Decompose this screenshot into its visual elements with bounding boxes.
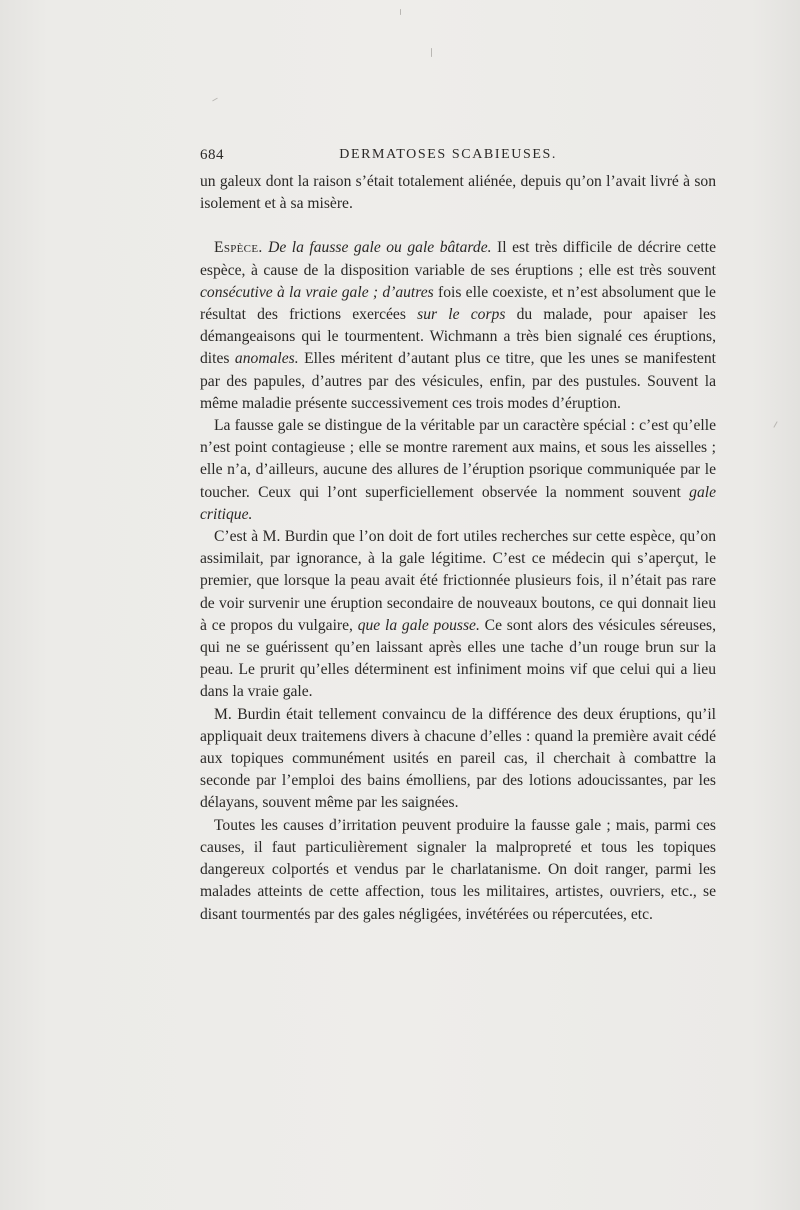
page-number: 684: [200, 147, 224, 163]
text-run: Il est très difficile de décrire cette espèce, à cause de la disposition variable de ses éruptions ; elle est très souvent: [200, 239, 716, 279]
emphasis-run: sur le corps: [417, 306, 506, 324]
paragraph-continuation: un galeux dont la raison s’était totalement aliénée, depuis qu’on l’avait livré à son isolement et à sa misère.: [200, 173, 716, 213]
running-head: [200, 147, 557, 169]
emphasis-run: gale critique.: [200, 483, 716, 523]
paragraph-causes: Toutes les causes d’irritation peuvent produire la fausse gale ; mais, parmi ces causes, il faut particulièrement signaler la malpropreté et tous les topiques dangereux colportés et vendus par le charlatanisme. On doit ranger, parmi les malades atteints de cette affection, tous les militaires, artistes, ouvriers, etc., se disant tourmentés par des gales négligées, invétérées ou répercutées, etc.: [200, 816, 716, 923]
paper-speck: [431, 48, 432, 57]
paragraph-burdin-research: [200, 526, 716, 704]
emphasis-run: anomales.: [234, 350, 299, 368]
text-run: La fausse gale se distingue de la véritable par un caractère spécial : c’est qu’elle n’est point contagieuse ; elle se montre rarement aux mains, et sous les aisselles ; elle n’a, d’ailleurs, aucune des allures de l’éruption psorique communiquée par le toucher. Ceux qui l’ont superficiellement observée la nomment souvent: [200, 417, 716, 501]
section-lead: Espèce.: [214, 239, 263, 257]
section-title: De la fausse gale ou gale bâtarde.: [268, 239, 492, 257]
text-run: du malade, pour apaiser les démangeaisons qui le tourmentent. Wichmann a très bien signalé ces éruptions, dites: [200, 306, 716, 368]
text-run: Ce sont alors des vésicules séreuses, qui ne se guérissent qu’en laissant après elles une tache d’un rouge brun sur la peau. Le prurit qu’elles déterminent est infiniment moins vif que celui qui a lieu dans la vraie gale.: [200, 616, 716, 701]
emphasis-run: consécutive à la vraie gale ; d’autres: [200, 283, 434, 301]
text-run: Elles méritent d’autant plus ce titre, que les unes se manifestent par des papules, d’autres par des vésicules, enfin, par des pustules. Souvent la même maladie présente successivement ces trois modes d’éruption.: [200, 350, 716, 412]
paragraph-espece: [200, 237, 716, 415]
text-run: fois elle coexiste, et n’est absolument que le résultat des frictions exercées: [200, 283, 716, 324]
emphasis-run: que la gale pousse.: [357, 616, 480, 634]
paragraph-burdin-treatment: M. Burdin était tellement convaincu de la différence des deux éruptions, qu’il appliquait deux traitemens divers à chacune d’elles : quand la première avait cédé aux topiques communément usités en pareil cas, il cherchait à combattre la seconde par l’emploi des bains émolliens, par des lotions adoucissantes, par les délayans, souvent même par les saignées.: [200, 705, 716, 812]
running-title: DERMATOSES SCABIEUSES.: [339, 147, 557, 162]
paragraph-distinction: [200, 415, 716, 526]
text-run: C’est à M. Burdin que l’on doit de fort utiles recherches sur cette espèce, qu’on assimilait, par ignorance, à la gale légitime. C’est ce médecin qui s’aperçut, le premier, que lorsque la peau avait été frictionnée plusieurs fois, il n’était pas rare de voir survenir une éruption secondaire de nouveaux boutons, ce qui donnait lieu à ce propos du vulgaire,: [200, 528, 716, 634]
body-text: [200, 171, 716, 926]
paper-speck: [400, 9, 401, 15]
